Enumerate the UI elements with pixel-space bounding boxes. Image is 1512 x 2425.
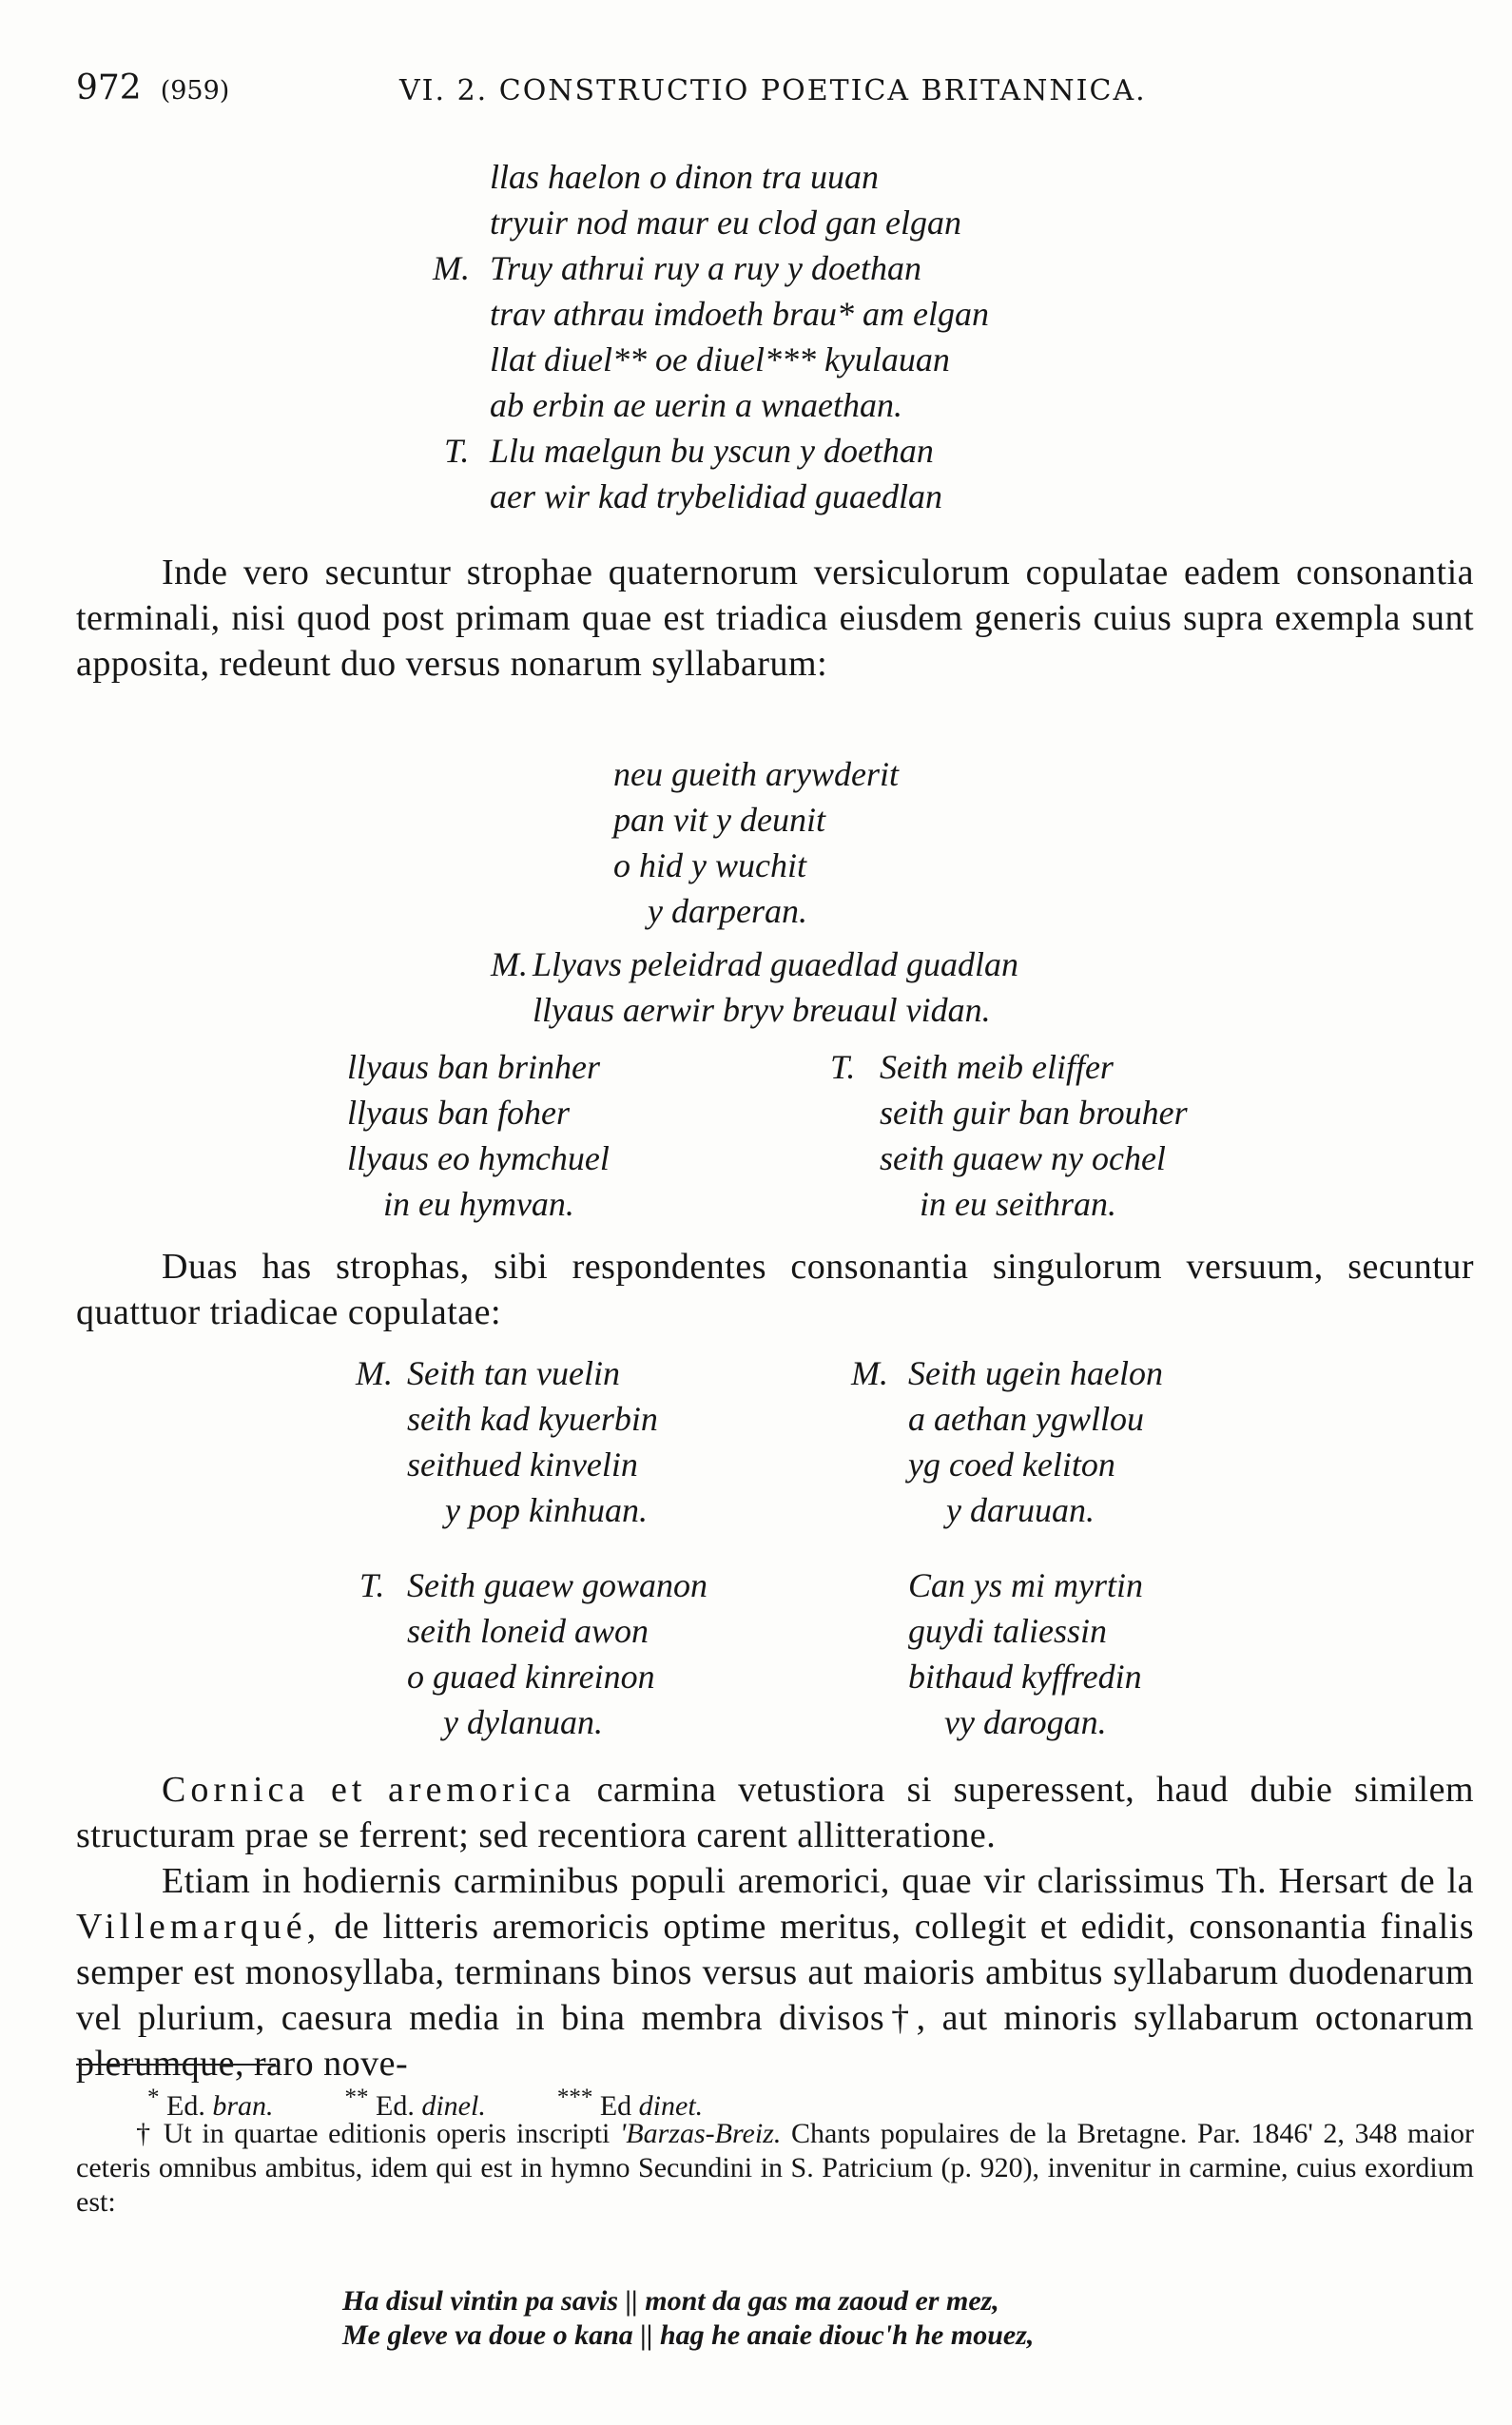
verse-block-mid <box>613 751 899 934</box>
verse-line <box>433 245 989 291</box>
page-number: 972 <box>76 68 142 107</box>
paragraph-3 <box>76 1767 1474 1858</box>
verse-text: ab erbin ae uerin a wnaethan. <box>490 386 902 424</box>
quotation-line: Me gleve va doue o kana || hag he anaie diouc'h he mouez, <box>342 2319 1035 2351</box>
verse-block-top <box>433 154 989 519</box>
verse-line <box>347 1044 610 1090</box>
verse-line <box>356 1350 658 1396</box>
verse-text: Seith guaew gowanon <box>407 1566 708 1604</box>
verse-line <box>908 1396 1163 1442</box>
verse-line <box>880 1181 1188 1227</box>
verse-text: y pop kinhuan. <box>445 1491 648 1529</box>
verse-column-right-3 <box>908 1562 1143 1745</box>
footnote-mark: *** <box>556 2085 593 2110</box>
verse-text: llat diuel** oe diuel*** kyulauan <box>490 340 950 378</box>
verse-line <box>490 382 989 428</box>
footnote-dagger <box>76 2117 1474 2220</box>
paragraph-2-text: Duas has strophas, sibi respondentes consonantia singulorum versuum, secuntur quattuor triadicae copulatae: <box>76 1247 1474 1332</box>
verse-text: y darperan. <box>648 892 807 930</box>
speaker-marker: T. <box>444 432 470 470</box>
verse-text: Seith tan vuelin <box>407 1354 620 1392</box>
paragraph-4-text: Etiam in hodiernis carminibus populi aremorici, quae vir clarissimus Th. Hersart de la <box>162 1861 1474 1901</box>
footnote-text: † Ut in quartae editionis operis inscripti <box>133 2118 611 2149</box>
verse-text: neu gueith arywderit <box>613 755 899 793</box>
verse-text: llas haelon o dinon tra uuan <box>490 158 880 196</box>
verse-text: seithued kinvelin <box>407 1445 638 1484</box>
paragraph-1 <box>76 550 1474 687</box>
verse-text: y dylanuan. <box>443 1703 603 1741</box>
verse-text: seith guir ban brouher <box>880 1094 1188 1132</box>
verse-text: Llu maelgun bu yscun y doethan <box>490 432 934 470</box>
speaker-marker: M. <box>851 1354 888 1392</box>
verse-block-mid-2 <box>491 941 1018 1033</box>
verse-line <box>407 1442 658 1487</box>
quotation-line: Ha disul vintin pa savis || mont da gas ma zaoud er mez, <box>342 2285 999 2317</box>
verse-line <box>490 337 989 382</box>
verse-line <box>613 751 899 797</box>
verse-text: a aethan ygwllou <box>908 1400 1144 1438</box>
verse-line <box>359 1562 708 1608</box>
footnote-quotation <box>342 2284 1034 2353</box>
verse-line <box>444 428 989 474</box>
verse-line <box>407 1699 708 1745</box>
verse-line <box>347 1090 610 1135</box>
paragraph-2 <box>76 1244 1474 1335</box>
verse-text: in eu seithran. <box>920 1185 1116 1223</box>
verse-line <box>830 1044 1188 1090</box>
verse-line <box>407 1654 708 1699</box>
verse-line <box>347 1135 610 1181</box>
verse-text: seith kad kyuerbin <box>407 1400 658 1438</box>
footnote-mark: ** <box>344 2085 369 2110</box>
verse-line <box>880 1135 1188 1181</box>
header-title: VI. 2. CONSTRUCTIO POETICA BRITANNICA. <box>399 74 1147 107</box>
speaker-marker: M. <box>491 945 528 983</box>
verse-text: tryuir nod maur eu clod gan elgan <box>490 204 961 242</box>
verse-line <box>407 1396 658 1442</box>
paragraph-4 <box>76 1858 1474 2086</box>
verse-line <box>407 1608 708 1654</box>
paragraph-3-text: carmina vetustiora si superessent, haud dubie similem structuram prae se ferrent; sed recentiora carent allitteratione. <box>76 1770 1474 1855</box>
footnote-rule <box>76 2064 276 2066</box>
verse-column-left-2 <box>356 1350 658 1533</box>
verse-line <box>347 1181 610 1227</box>
verse-line <box>908 1562 1143 1608</box>
verse-line <box>613 843 899 888</box>
verse-line <box>880 1090 1188 1135</box>
verse-line <box>613 888 899 934</box>
verse-line <box>908 1442 1163 1487</box>
verse-text: y daruuan. <box>946 1491 1095 1529</box>
verse-line <box>851 1350 1163 1396</box>
verse-text: seith loneid awon <box>407 1612 649 1650</box>
verse-line <box>613 797 899 843</box>
original-page-number: (959) <box>160 76 230 106</box>
spaced-word: Cornica <box>162 1770 310 1810</box>
verse-line <box>908 1608 1143 1654</box>
verse-text: bithaud kyffredin <box>908 1658 1142 1696</box>
verse-line <box>407 1487 658 1533</box>
speaker-marker: T. <box>830 1048 856 1086</box>
footnote-mark: * <box>147 2085 160 2110</box>
verse-text: llyaus ban brinher <box>347 1048 600 1086</box>
verse-line <box>908 1654 1143 1699</box>
ed-label: Ed <box>599 2090 632 2122</box>
verse-text: o guaed kinreinon <box>407 1658 655 1696</box>
verse-column-right-2 <box>851 1350 1163 1533</box>
verse-text: Seith ugein haelon <box>908 1354 1163 1392</box>
ed-label: Ed. <box>376 2090 415 2122</box>
verse-text: Truy athrui ruy a ruy y doethan <box>490 249 921 287</box>
verse-column-left-3 <box>359 1562 708 1745</box>
variant-reading: bran. <box>212 2090 274 2122</box>
verse-text: guydi taliessin <box>908 1612 1107 1650</box>
verse-text: yg coed keliton <box>908 1445 1115 1484</box>
verse-text: llyaus eo hymchuel <box>347 1139 610 1177</box>
verse-column-left-1 <box>347 1044 610 1227</box>
verse-text: trav athrau imdoeth brau* am elgan <box>490 295 989 333</box>
verse-line <box>533 987 1018 1033</box>
verse-line <box>908 1699 1143 1745</box>
paragraph-1-text: Inde vero secuntur strophae quaternorum versiculorum copulatae eadem consonantia terminali, nisi quod post primam quae est triadica eiusdem generis cuius supra exempla sunt apposita, redeunt duo versus nonarum syllabarum: <box>76 553 1474 684</box>
ed-label: Ed. <box>166 2090 205 2122</box>
verse-line <box>908 1487 1163 1533</box>
verse-text: llyaus aerwir bryv breuaul vidan. <box>533 991 991 1029</box>
verse-text: seith guaew ny ochel <box>880 1139 1166 1177</box>
verse-text: aer wir kad trybelidiad guaedlan <box>490 477 942 515</box>
verse-line <box>490 200 989 245</box>
verse-line <box>490 291 989 337</box>
verse-text: o hid y wuchit <box>613 846 806 884</box>
verse-text: vy darogan. <box>944 1703 1107 1741</box>
verse-text: Llyavs peleidrad guaedlad guadlan <box>533 945 1018 983</box>
verse-column-right-1 <box>830 1044 1188 1227</box>
speaker-marker: T. <box>359 1566 385 1604</box>
speaker-marker: M. <box>356 1354 393 1392</box>
spaced-word: et <box>330 1770 367 1810</box>
verse-text: Can ys mi myrtin <box>908 1566 1143 1604</box>
verse-text: llyaus ban foher <box>347 1094 570 1132</box>
verse-text: Seith meib eliffer <box>880 1048 1114 1086</box>
verse-text: in eu hymvan. <box>383 1185 574 1223</box>
verse-line <box>490 474 989 519</box>
variant-reading: dinet. <box>638 2090 704 2122</box>
running-header <box>76 68 1147 107</box>
verse-line <box>491 941 1018 987</box>
spaced-word: aremorica <box>388 1770 575 1810</box>
verse-line <box>490 154 989 200</box>
work-title: 'Barzas-Breiz. <box>619 2118 782 2149</box>
speaker-marker: M. <box>433 249 470 287</box>
spaced-word: Villemarqué, <box>76 1907 321 1947</box>
footnote-text-cont: Chants populaires de la Bretagne. Par. 1846' 2, 348 maior ceteris omnibus ambitus, idem qui est in hymno Secundini in S. Patricium (p. 920), invenitur in carmine, cuius exordium est: <box>76 2118 1475 2218</box>
verse-text: pan vit y deunit <box>613 801 825 839</box>
paragraph-4-text-cont: de litteris aremoricis optime meritus, collegit et edidit, consonantia finalis semper est monosyllaba, terminans binos versus aut maioris ambitus syllabarum duodenarum vel plurium, caesura media in bina membra divisos†, aut minoris syllabarum octonarum plerumque, raro nove- <box>76 1907 1475 2084</box>
variant-reading: dinel. <box>421 2090 486 2122</box>
